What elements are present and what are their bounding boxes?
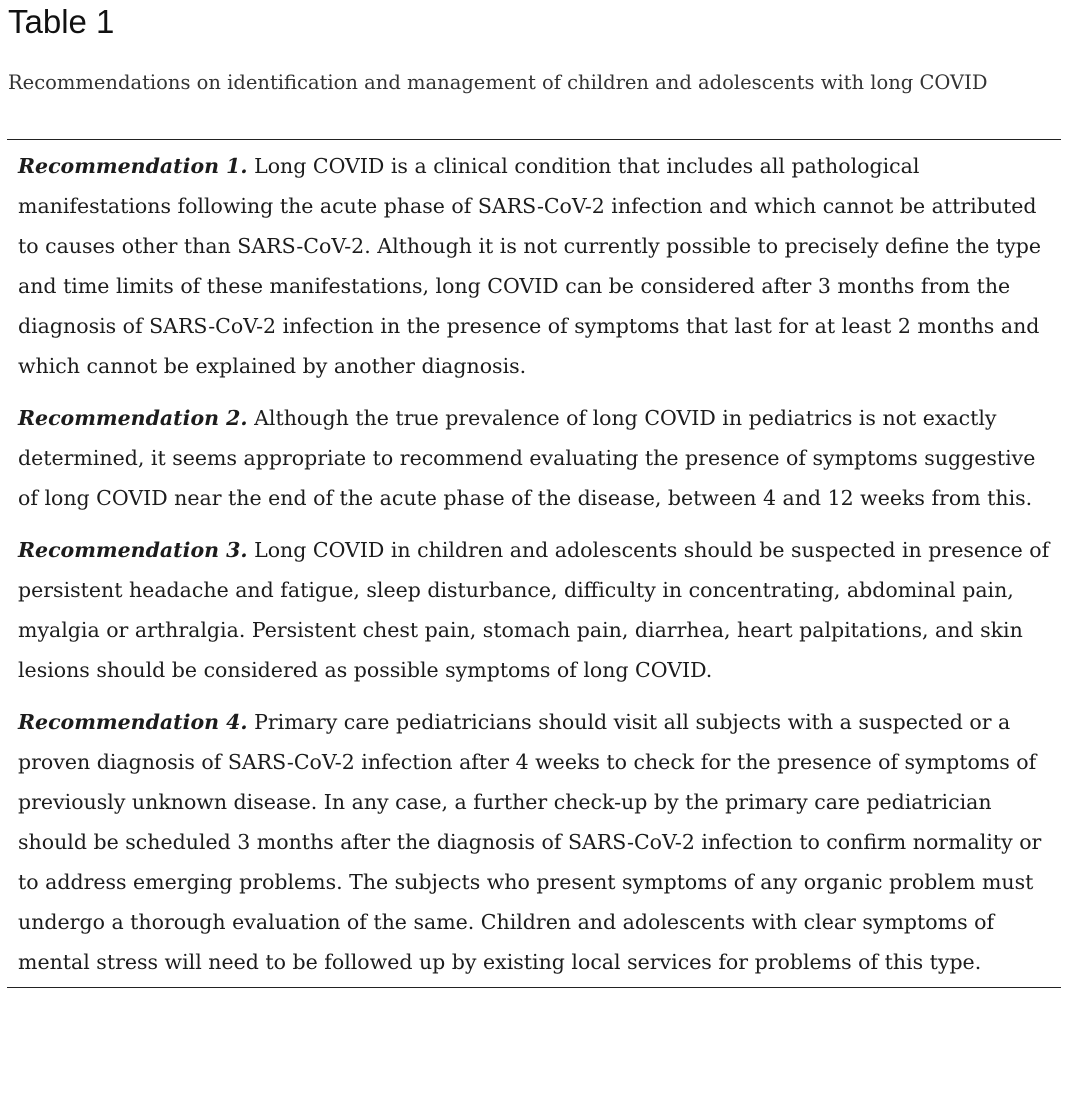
recommendation-1-text: Long COVID is a clinical condition that includes all pathological manifestations following the acute phase of SARS-CoV-2 infection and which cannot be attributed to causes other than SARS-CoV-2. Although it is not currently possible to precisely define the type and time limits of these manifestations, long COVID can be considered after 3 months from the diagnosis of SARS-CoV-2 infection in the presence of symptoms that last for at least 2 months and which cannot be explained by another diagnosis. — [18, 154, 1041, 378]
recommendations-table-body — [7, 140, 1061, 988]
recommendation-3-label: Recommendation 3. — [18, 538, 248, 562]
recommendation-2-text: Although the true prevalence of long COVID in pediatrics is not exactly determined, it seems appropriate to recommend evaluating the presence of symptoms suggestive of long COVID near the end of the acute phase of the disease, between 4 and 12 weeks from this. — [18, 406, 1036, 510]
table-caption: Recommendations on identification and management of children and adolescents with long COVID — [8, 71, 988, 94]
recommendation-4-text: Primary care pediatricians should visit all subjects with a suspected or a proven diagnosis of SARS-CoV-2 infection after 4 weeks to check for the presence of symptoms of previously unknown disease. In any case, a further check-up by the primary care pediatrician should be scheduled 3 months after the diagnosis of SARS-CoV-2 infection to confirm normality or to address emerging problems. The subjects who present symptoms of any organic problem must undergo a thorough evaluation of the same. Children and adolescents with clear symptoms of mental stress will need to be followed up by existing local services for problems of this type. — [18, 710, 1042, 974]
recommendation-3-text: Long COVID in children and adolescents should be suspected in presence of persistent headache and fatigue, sleep disturbance, difficulty in concentrating, abdominal pain, myalgia or arthralgia. Persistent chest pain, stomach pain, diarrhea, heart palpitations, and skin lesions should be considered as possible symptoms of long COVID. — [18, 538, 1050, 682]
recommendation-2-cell — [7, 392, 1061, 524]
recommendation-4-cell — [7, 696, 1061, 988]
recommendation-1-label: Recommendation 1. — [18, 154, 248, 178]
recommendation-4-label: Recommendation 4. — [18, 710, 248, 734]
table-row-recommendation-4 — [7, 696, 1061, 988]
recommendation-2-label: Recommendation 2. — [18, 406, 248, 430]
table-row-recommendation-2 — [7, 392, 1061, 524]
recommendation-1-cell — [7, 140, 1061, 393]
table-row-recommendation-1 — [7, 140, 1061, 393]
table-title: Table 1 — [8, 3, 115, 40]
recommendation-3-cell — [7, 524, 1061, 696]
table-row-recommendation-3 — [7, 524, 1061, 696]
recommendations-table — [7, 139, 1061, 988]
